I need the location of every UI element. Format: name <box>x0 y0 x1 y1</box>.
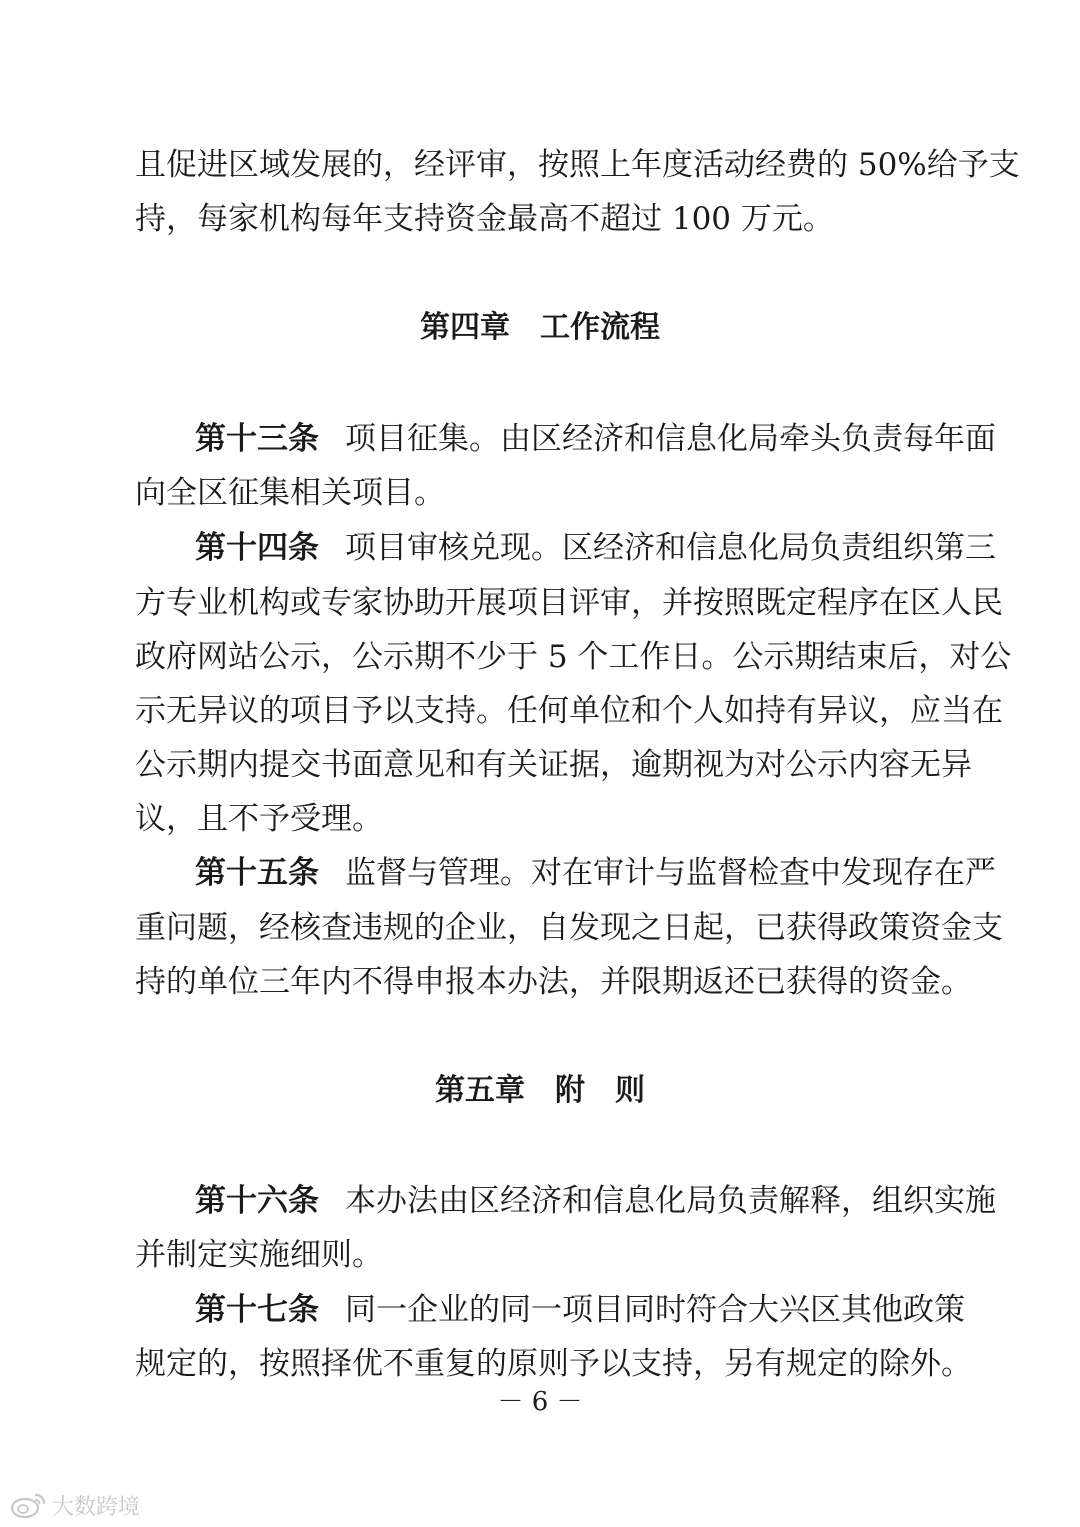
chapter-heading: 第五章 附 则 <box>435 1073 645 1108</box>
article-line: 持的单位三年内不得申报本办法，并限期返还已获得的资金。 <box>135 964 972 1000</box>
paragraph-line: 且促进区域发展的，经评审，按照上年度活动经费的 50%给予支 <box>135 147 1020 183</box>
page-number: － 6 － <box>497 1387 583 1417</box>
article-label: 第十五条 <box>195 855 319 891</box>
chapter-heading: 第四章 工作流程 <box>420 310 660 345</box>
article-line: 公示期内提交书面意见和有关证据，逾期视为对公示内容无异 <box>135 747 972 783</box>
article-line: 向全区征集相关项目。 <box>135 475 445 511</box>
article-label: 第十三条 <box>195 421 319 457</box>
article-text: 项目审核兑现。区经济和信息化局负责组织第三 <box>345 530 996 566</box>
article-line: 方专业机构或专家协助开展项目评审，并按照既定程序在区人民 <box>135 585 1003 621</box>
article-line <box>195 528 996 568</box>
article-line: 示无异议的项目予以支持。任何单位和个人如持有异议，应当在 <box>135 693 1003 729</box>
article-line <box>195 853 996 893</box>
article-line: 议，且不予受理。 <box>135 801 383 837</box>
article-text: 监督与管理。对在审计与监督检查中发现存在严 <box>345 855 996 891</box>
article-label: 第十四条 <box>195 530 319 566</box>
watermark-text: 大数跨境 <box>52 1494 141 1520</box>
article-text: 同一企业的同一项目同时符合大兴区其他政策 <box>345 1292 965 1328</box>
article-line <box>195 419 996 459</box>
watermark <box>8 1490 140 1520</box>
article-label: 第十六条 <box>195 1183 319 1219</box>
article-line <box>195 1181 996 1221</box>
article-text: 项目征集。由区经济和信息化局牵头负责每年面 <box>345 421 996 457</box>
article-line <box>195 1290 965 1330</box>
article-line: 并制定实施细则。 <box>135 1237 383 1273</box>
article-line: 政府网站公示，公示期不少于 5 个工作日。公示期结束后，对公 <box>135 639 1012 675</box>
article-line: 重问题，经核查违规的企业，自发现之日起，已获得政策资金支 <box>135 910 1003 946</box>
weibo-logo-icon <box>8 1491 48 1519</box>
article-text: 本办法由区经济和信息化局负责解释，组织实施 <box>345 1183 996 1219</box>
article-label: 第十七条 <box>195 1292 319 1328</box>
paragraph-line: 持，每家机构每年支持资金最高不超过 100 万元。 <box>135 201 834 237</box>
article-line: 规定的，按照择优不重复的原则予以支持，另有规定的除外。 <box>135 1346 972 1382</box>
